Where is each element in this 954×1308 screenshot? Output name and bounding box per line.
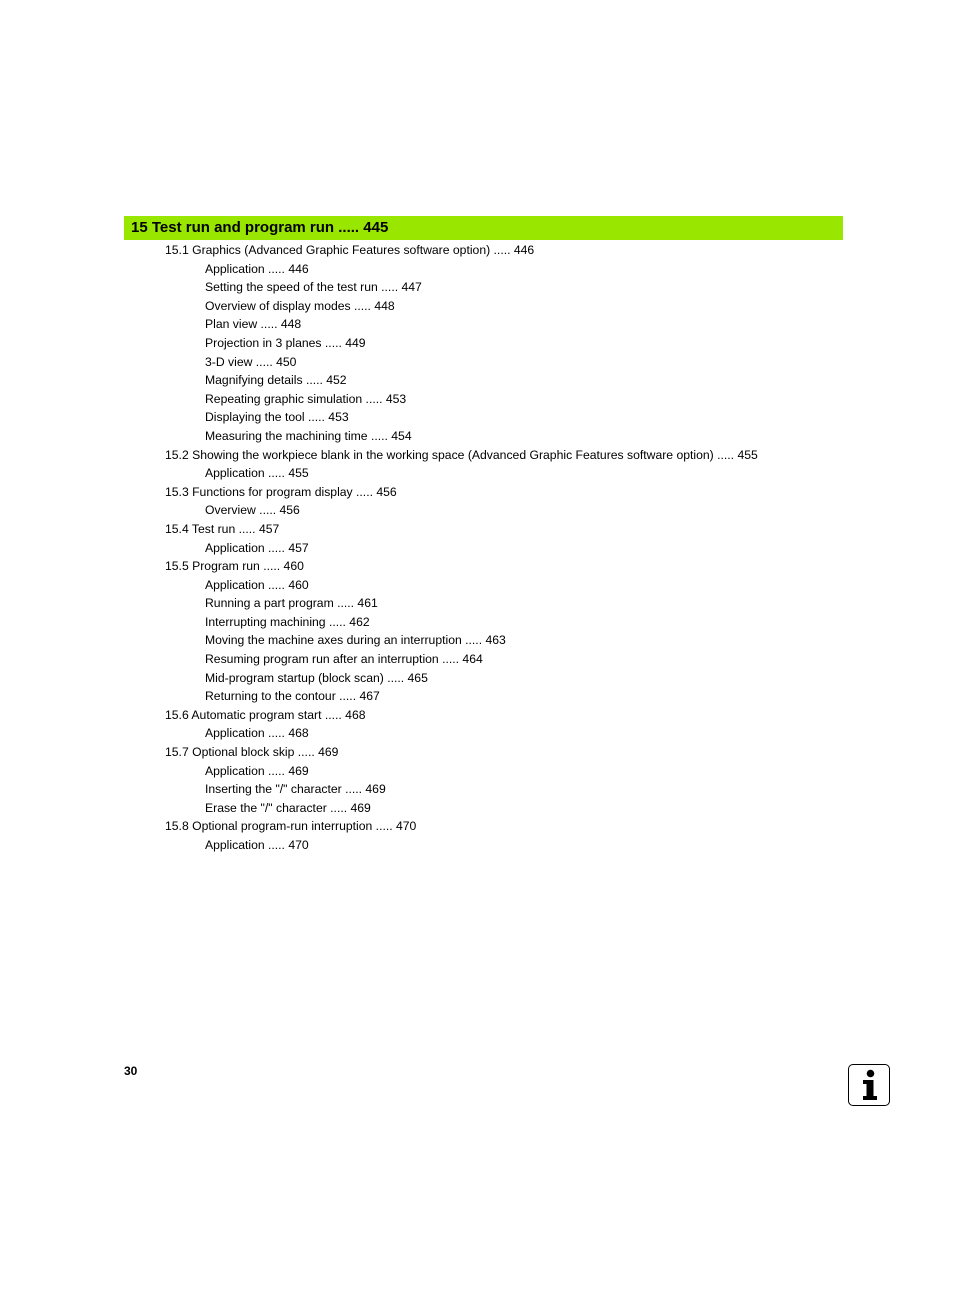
- toc-section-entry[interactable]: 15.4 Test run ..... 457: [165, 521, 280, 536]
- toc-section-entry[interactable]: 15.2 Showing the workpiece blank in the working space (Advanced Graphic Features software option) ..... 455: [165, 447, 758, 462]
- toc-subsection-entry[interactable]: Application ..... 457: [205, 540, 309, 555]
- chapter-header-bar: [124, 216, 843, 240]
- toc-section-entry[interactable]: 15.8 Optional program-run interruption ..... 470: [165, 819, 417, 834]
- table-of-contents: [0, 241, 954, 855]
- chapter-title[interactable]: 15 Test run and program run ..... 445: [131, 219, 389, 236]
- toc-subsection-entry[interactable]: Magnifying details ..... 452: [205, 373, 347, 388]
- page-number: 30: [124, 1064, 138, 1078]
- toc-subsection-entry[interactable]: Resuming program run after an interruption ..... 464: [205, 652, 483, 667]
- toc-subsection-entry[interactable]: Repeating graphic simulation ..... 453: [205, 391, 407, 406]
- info-icon-glyph: [849, 1065, 888, 1104]
- toc-subsection-entry[interactable]: Application ..... 469: [205, 763, 309, 778]
- toc-subsection-entry[interactable]: Inserting the "/" character ..... 469: [205, 782, 386, 797]
- info-icon: [848, 1064, 890, 1106]
- toc-subsection-entry[interactable]: Application ..... 446: [205, 261, 309, 276]
- toc-section-entry[interactable]: 15.5 Program run ..... 460: [165, 559, 304, 574]
- toc-subsection-entry[interactable]: Setting the speed of the test run ..... 447: [205, 280, 422, 295]
- toc-subsection-entry[interactable]: Overview ..... 456: [205, 503, 300, 518]
- toc-subsection-entry[interactable]: Erase the "/" character ..... 469: [205, 800, 371, 815]
- toc-subsection-entry[interactable]: Overview of display modes ..... 448: [205, 298, 395, 313]
- toc-subsection-entry[interactable]: Plan view ..... 448: [205, 317, 302, 332]
- toc-section-entry[interactable]: 15.7 Optional block skip ..... 469: [165, 745, 339, 760]
- toc-subsection-entry[interactable]: Interrupting machining ..... 462: [205, 614, 370, 629]
- toc-subsection-entry[interactable]: Application ..... 470: [205, 838, 309, 852]
- toc-subsection-entry[interactable]: Returning to the contour ..... 467: [205, 689, 380, 704]
- toc-subsection-entry[interactable]: Projection in 3 planes ..... 449: [205, 335, 366, 350]
- toc-section-entry[interactable]: 15.1 Graphics (Advanced Graphic Features software option) ..... 446: [165, 243, 535, 257]
- toc-subsection-entry[interactable]: Application ..... 468: [205, 726, 309, 741]
- toc-subsection-entry[interactable]: Displaying the tool ..... 453: [205, 410, 349, 425]
- toc-subsection-entry[interactable]: Moving the machine axes during an interruption ..... 463: [205, 633, 506, 648]
- toc-subsection-entry[interactable]: Mid-program startup (block scan) ..... 465: [205, 670, 428, 685]
- toc-subsection-entry[interactable]: 3-D view ..... 450: [205, 354, 297, 369]
- toc-subsection-entry[interactable]: Measuring the machining time ..... 454: [205, 428, 412, 443]
- toc-subsection-entry[interactable]: Application ..... 455: [205, 466, 309, 481]
- toc-subsection-entry[interactable]: Application ..... 460: [205, 577, 309, 592]
- toc-section-entry[interactable]: 15.3 Functions for program display ..... 456: [165, 484, 397, 499]
- toc-subsection-entry[interactable]: Running a part program ..... 461: [205, 596, 378, 611]
- toc-section-entry[interactable]: 15.6 Automatic program start ..... 468: [165, 707, 366, 722]
